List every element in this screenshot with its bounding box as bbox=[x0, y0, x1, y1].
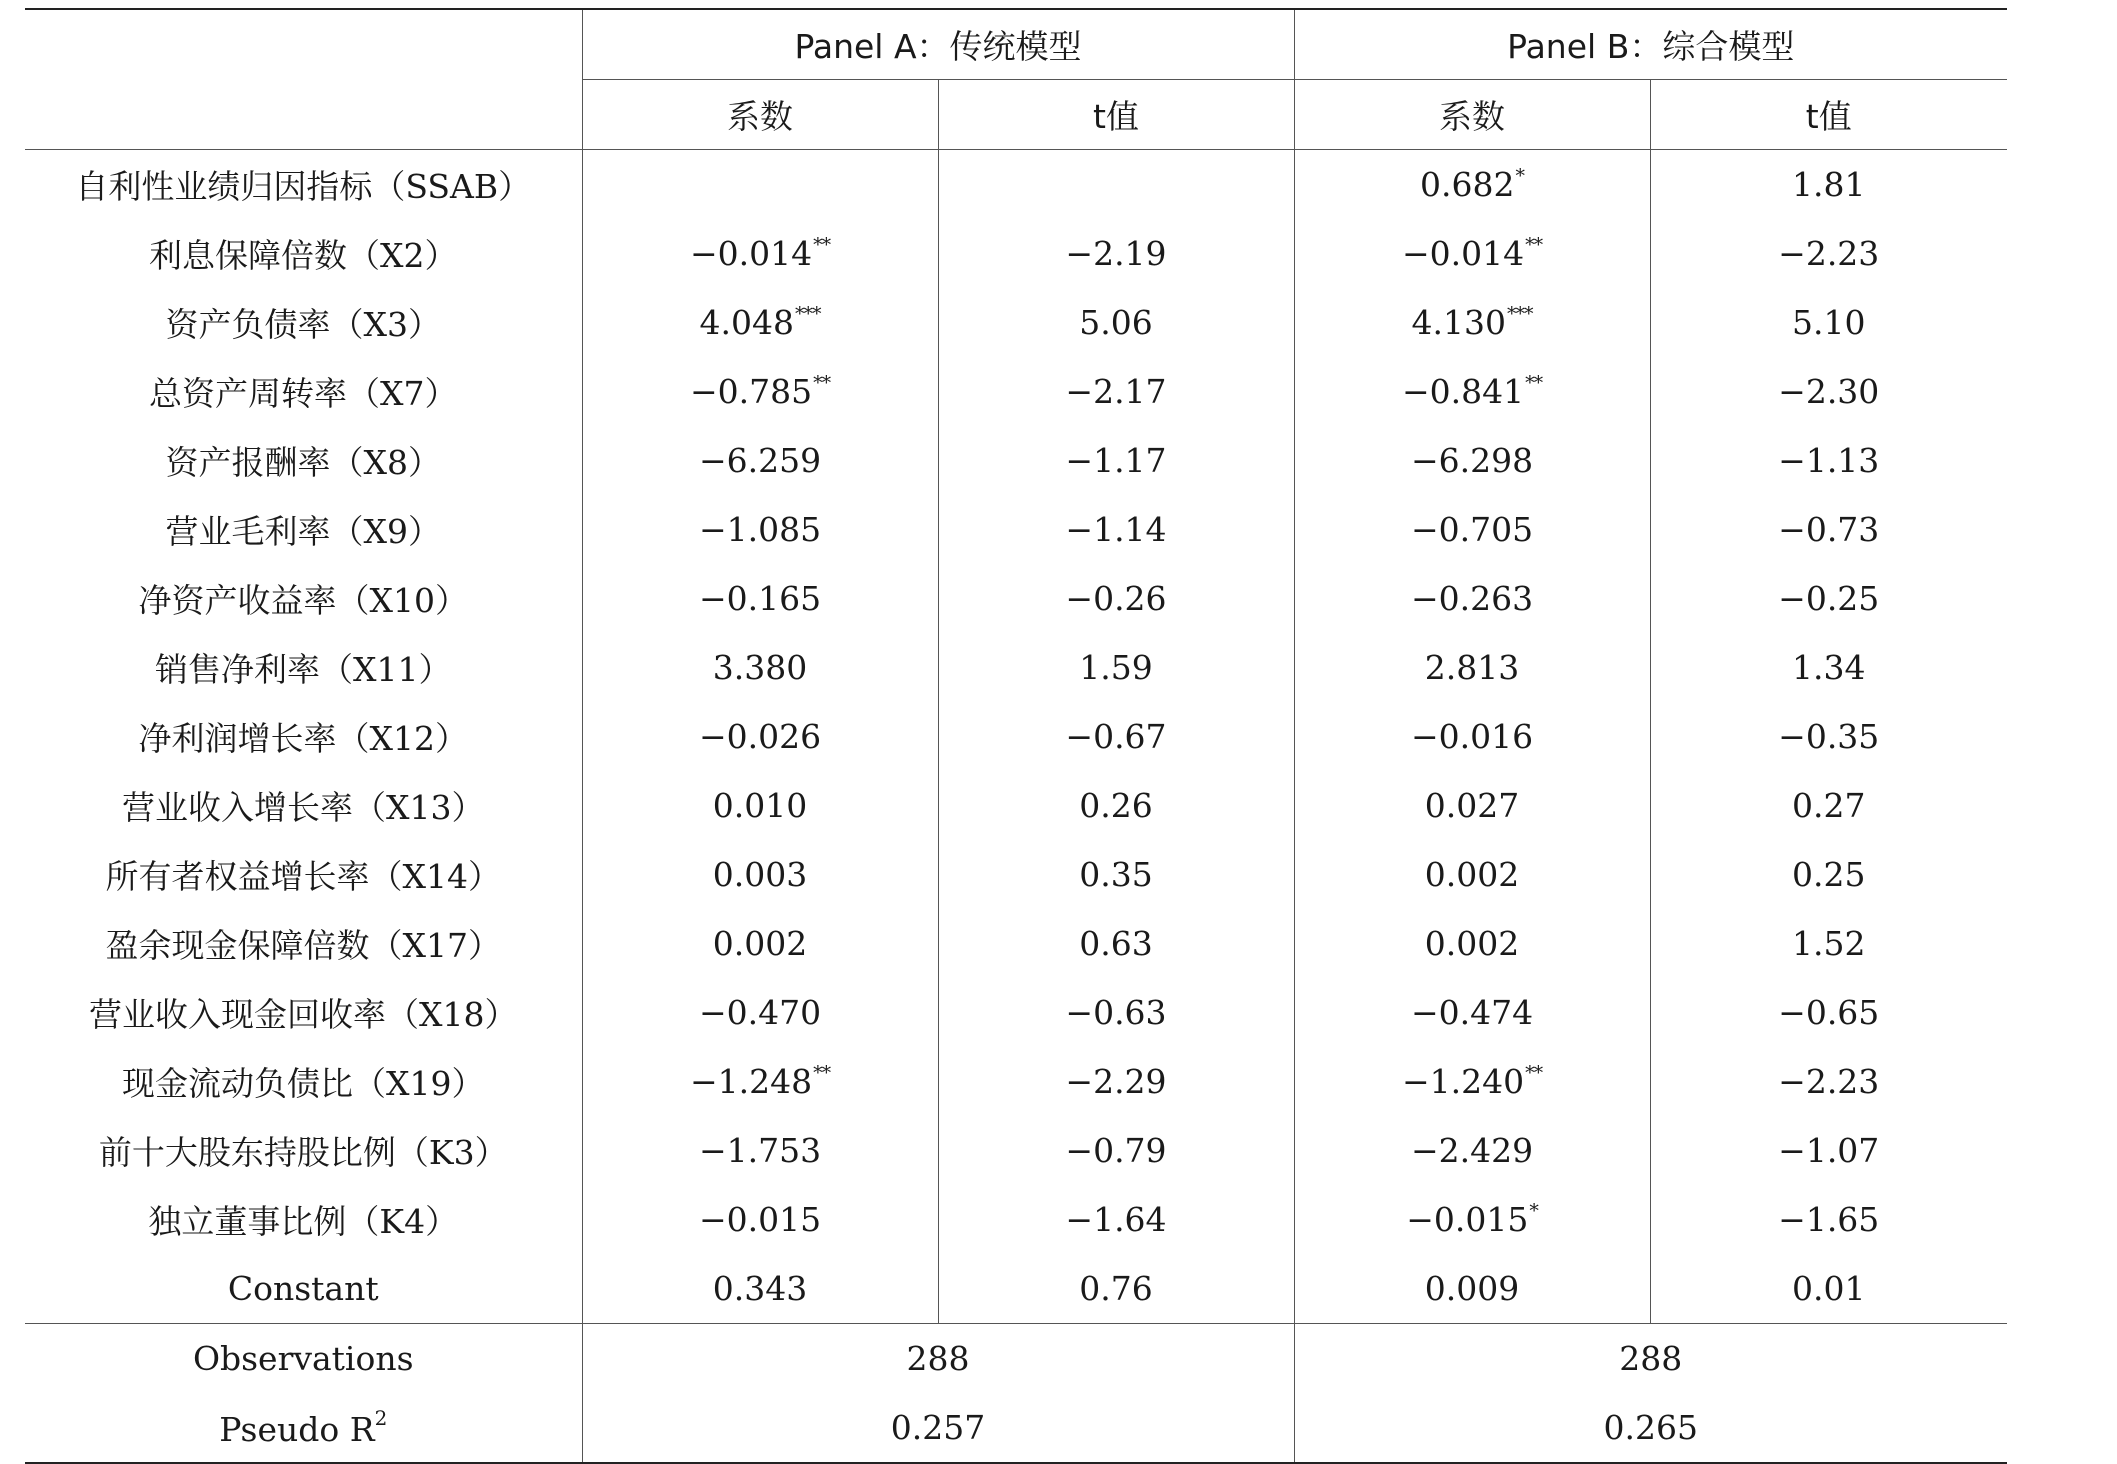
variable-label: 总资产周转率（X7） bbox=[149, 374, 458, 413]
observations-panel-a: 288 bbox=[582, 1324, 1294, 1394]
table-row bbox=[25, 840, 2007, 909]
table-row bbox=[25, 357, 2007, 426]
panel-a-t-cell: 0.63 bbox=[938, 909, 1294, 978]
significance-stars: * bbox=[1515, 165, 1524, 187]
coef-value: 0.343 bbox=[712, 1269, 808, 1308]
header-corner-cell bbox=[25, 9, 582, 80]
table-row bbox=[25, 771, 2007, 840]
panel-b-coef-cell bbox=[1294, 633, 1650, 702]
coef-value: −0.165 bbox=[698, 579, 822, 618]
coef-value: −0.841 bbox=[1401, 372, 1525, 411]
coef-value: 4.048 bbox=[699, 303, 794, 342]
panel-a-t-cell: −0.26 bbox=[938, 564, 1294, 633]
coef-value: −1.248 bbox=[689, 1062, 813, 1101]
panel-b-t-header: t值 bbox=[1650, 80, 2007, 150]
panel-b-t-cell: 0.25 bbox=[1650, 840, 2007, 909]
table-row bbox=[25, 1116, 2007, 1185]
panel-a-t-cell: −2.17 bbox=[938, 357, 1294, 426]
variable-label: 自利性业绩归因指标（SSAB） bbox=[75, 167, 532, 206]
coef-value: 0.009 bbox=[1424, 1269, 1520, 1308]
pseudo-r2-panel-a: 0.257 bbox=[582, 1393, 1294, 1463]
panel-b-t-cell: −0.25 bbox=[1650, 564, 2007, 633]
variable-label: 营业收入增长率（X13） bbox=[122, 788, 485, 827]
coef-value: 0.002 bbox=[1424, 855, 1520, 894]
observations-label: Observations bbox=[25, 1324, 582, 1394]
pseudo-r2-superscript: 2 bbox=[374, 1406, 388, 1430]
panel-b-coef-cell bbox=[1294, 150, 1650, 220]
panel-a-t-cell: −0.67 bbox=[938, 702, 1294, 771]
significance-stars: ** bbox=[813, 234, 831, 256]
panel-a-coef-cell bbox=[582, 1185, 938, 1254]
panel-a-t-cell: −1.64 bbox=[938, 1185, 1294, 1254]
panel-b-t-cell: −1.13 bbox=[1650, 426, 2007, 495]
panel-a-t-header: t值 bbox=[938, 80, 1294, 150]
panel-b-coef-cell bbox=[1294, 564, 1650, 633]
panel-b-coef-header: 系数 bbox=[1294, 80, 1650, 150]
coef-value: 3.380 bbox=[712, 648, 808, 687]
significance-stars: *** bbox=[794, 303, 821, 325]
panel-b-coef-cell bbox=[1294, 219, 1650, 288]
observations-row bbox=[25, 1324, 2007, 1394]
panel-a-t-cell: 0.26 bbox=[938, 771, 1294, 840]
variable-label: 资产报酬率（X8） bbox=[165, 443, 441, 482]
panel-b-coef-cell bbox=[1294, 1254, 1650, 1324]
panel-b-coef-cell bbox=[1294, 357, 1650, 426]
panel-b-coef-cell bbox=[1294, 1116, 1650, 1185]
panel-b-coef-cell bbox=[1294, 495, 1650, 564]
significance-stars: ** bbox=[813, 372, 831, 394]
panel-a-coef-cell bbox=[582, 288, 938, 357]
coef-value: −1.240 bbox=[1401, 1062, 1525, 1101]
panel-b-coef-cell bbox=[1294, 702, 1650, 771]
regression-table bbox=[25, 8, 2007, 1464]
coef-value: −0.015 bbox=[1406, 1200, 1529, 1239]
panel-b-t-cell: −2.30 bbox=[1650, 357, 2007, 426]
coef-value: 0.002 bbox=[712, 924, 808, 963]
panel-b-coef-cell bbox=[1294, 978, 1650, 1047]
coef-value: −0.263 bbox=[1410, 579, 1534, 618]
observations-panel-b: 288 bbox=[1294, 1324, 2007, 1394]
table-row bbox=[25, 219, 2007, 288]
panel-b-coef-cell bbox=[1294, 840, 1650, 909]
coef-value: −0.015 bbox=[698, 1200, 822, 1239]
table-header bbox=[25, 9, 2007, 150]
significance-stars: ** bbox=[1525, 1062, 1543, 1084]
table-row bbox=[25, 978, 2007, 1047]
coef-value: −1.753 bbox=[698, 1131, 822, 1170]
coef-value: −0.785 bbox=[689, 372, 813, 411]
significance-stars: ** bbox=[813, 1062, 831, 1084]
panel-b-t-cell: −0.35 bbox=[1650, 702, 2007, 771]
panel-a-coef-cell bbox=[582, 909, 938, 978]
panel-a-header: Panel A：传统模型 bbox=[582, 9, 1294, 80]
variable-label: 前十大股东持股比例（K3） bbox=[98, 1133, 508, 1172]
coef-value: 0.682 bbox=[1420, 165, 1515, 204]
panel-b-t-cell: 5.10 bbox=[1650, 288, 2007, 357]
panel-a-t-cell: 5.06 bbox=[938, 288, 1294, 357]
variable-label: 所有者权益增长率（X14） bbox=[105, 857, 501, 896]
panel-b-t-cell: 1.52 bbox=[1650, 909, 2007, 978]
table-row bbox=[25, 564, 2007, 633]
panel-a-t-cell: −0.63 bbox=[938, 978, 1294, 1047]
panel-a-t-cell: 0.35 bbox=[938, 840, 1294, 909]
panel-a-coef-cell bbox=[582, 219, 938, 288]
panel-a-coef-cell bbox=[582, 495, 938, 564]
table-row bbox=[25, 1047, 2007, 1116]
subheader-corner-cell bbox=[25, 80, 582, 150]
panel-a-t-cell bbox=[938, 150, 1294, 220]
coef-value: 4.130 bbox=[1411, 303, 1506, 342]
panel-b-t-cell: −2.23 bbox=[1650, 1047, 2007, 1116]
variable-label: 利息保障倍数（X2） bbox=[149, 236, 458, 275]
panel-a-coef-cell bbox=[582, 426, 938, 495]
variable-label: 净资产收益率（X10） bbox=[138, 581, 468, 620]
panel-a-coef-header: 系数 bbox=[582, 80, 938, 150]
table-row bbox=[25, 633, 2007, 702]
panel-b-t-cell: 0.27 bbox=[1650, 771, 2007, 840]
variable-label: 资产负债率（X3） bbox=[165, 305, 441, 344]
panel-b-coef-cell bbox=[1294, 1047, 1650, 1116]
coef-value: 0.027 bbox=[1424, 786, 1520, 825]
panel-a-coef-cell bbox=[582, 840, 938, 909]
panel-b-coef-cell bbox=[1294, 1185, 1650, 1254]
panel-a-t-cell: −2.29 bbox=[938, 1047, 1294, 1116]
coef-value: −0.014 bbox=[1401, 234, 1525, 273]
variable-label: 现金流动负债比（X19） bbox=[122, 1064, 485, 1103]
table-row bbox=[25, 495, 2007, 564]
pseudo-r2-row bbox=[25, 1393, 2007, 1463]
coef-value: 0.010 bbox=[712, 786, 808, 825]
panel-a-coef-cell bbox=[582, 771, 938, 840]
significance-stars: * bbox=[1529, 1200, 1538, 1222]
table-row bbox=[25, 426, 2007, 495]
panel-b-t-cell: −2.23 bbox=[1650, 219, 2007, 288]
panel-a-coef-cell bbox=[582, 1047, 938, 1116]
table-footer bbox=[25, 1324, 2007, 1464]
table-row bbox=[25, 702, 2007, 771]
coef-value: 0.002 bbox=[1424, 924, 1520, 963]
coef-value: 2.813 bbox=[1424, 648, 1520, 687]
table-row bbox=[25, 1254, 2007, 1324]
coef-value: −6.259 bbox=[698, 441, 822, 480]
variable-label: Constant bbox=[227, 1269, 379, 1308]
panel-b-t-cell: 1.81 bbox=[1650, 150, 2007, 220]
panel-b-t-cell: 1.34 bbox=[1650, 633, 2007, 702]
table-row bbox=[25, 909, 2007, 978]
panel-a-coef-cell bbox=[582, 150, 938, 220]
significance-stars: *** bbox=[1506, 303, 1533, 325]
panel-b-coef-cell bbox=[1294, 426, 1650, 495]
pseudo-r2-label bbox=[25, 1393, 582, 1463]
panel-b-t-cell: −1.65 bbox=[1650, 1185, 2007, 1254]
panel-a-coef-cell bbox=[582, 1254, 938, 1324]
panel-b-coef-cell bbox=[1294, 288, 1650, 357]
variable-label: 独立董事比例（K4） bbox=[148, 1202, 459, 1241]
panel-a-coef-cell bbox=[582, 564, 938, 633]
coef-value: −0.016 bbox=[1410, 717, 1534, 756]
panel-b-t-cell: −1.07 bbox=[1650, 1116, 2007, 1185]
panel-a-coef-cell bbox=[582, 1116, 938, 1185]
significance-stars: ** bbox=[1525, 372, 1543, 394]
coef-value: −0.474 bbox=[1410, 993, 1534, 1032]
panel-a-t-cell: 1.59 bbox=[938, 633, 1294, 702]
variable-label: 营业收入现金回收率（X18） bbox=[89, 995, 518, 1034]
panel-a-coef-cell bbox=[582, 633, 938, 702]
panel-a-coef-cell bbox=[582, 357, 938, 426]
panel-b-t-cell: −0.65 bbox=[1650, 978, 2007, 1047]
significance-stars: ** bbox=[1525, 234, 1543, 256]
panel-header-row bbox=[25, 9, 2007, 80]
panel-b-t-cell: 0.01 bbox=[1650, 1254, 2007, 1324]
panel-a-t-cell: −1.17 bbox=[938, 426, 1294, 495]
coef-value: −1.085 bbox=[698, 510, 822, 549]
panel-a-t-cell: −0.79 bbox=[938, 1116, 1294, 1185]
panel-b-coef-cell bbox=[1294, 771, 1650, 840]
coef-value: −0.705 bbox=[1410, 510, 1534, 549]
pseudo-r2-label-text: Pseudo R bbox=[219, 1410, 375, 1449]
panel-a-coef-cell bbox=[582, 978, 938, 1047]
variable-label: 销售净利率（X11） bbox=[155, 650, 452, 689]
variable-label: 净利润增长率（X12） bbox=[138, 719, 468, 758]
table-row bbox=[25, 1185, 2007, 1254]
coef-value: −6.298 bbox=[1410, 441, 1534, 480]
coef-value: −0.470 bbox=[698, 993, 822, 1032]
panel-a-coef-cell bbox=[582, 702, 938, 771]
panel-b-coef-cell bbox=[1294, 909, 1650, 978]
pseudo-r2-panel-b: 0.265 bbox=[1294, 1393, 2007, 1463]
coef-value: −0.026 bbox=[698, 717, 822, 756]
table-body bbox=[25, 150, 2007, 1324]
coef-value: −2.429 bbox=[1410, 1131, 1534, 1170]
table-row bbox=[25, 150, 2007, 220]
table-row bbox=[25, 288, 2007, 357]
panel-a-t-cell: −2.19 bbox=[938, 219, 1294, 288]
panel-b-t-cell: −0.73 bbox=[1650, 495, 2007, 564]
variable-label: 营业毛利率（X9） bbox=[165, 512, 441, 551]
variable-label: 盈余现金保障倍数（X17） bbox=[105, 926, 501, 965]
regression-table-container bbox=[25, 8, 2007, 1464]
panel-a-t-cell: 0.76 bbox=[938, 1254, 1294, 1324]
panel-b-header: Panel B：综合模型 bbox=[1294, 9, 2007, 80]
panel-a-t-cell: −1.14 bbox=[938, 495, 1294, 564]
subheader-row bbox=[25, 80, 2007, 150]
coef-value: −0.014 bbox=[689, 234, 813, 273]
coef-value: 0.003 bbox=[712, 855, 808, 894]
